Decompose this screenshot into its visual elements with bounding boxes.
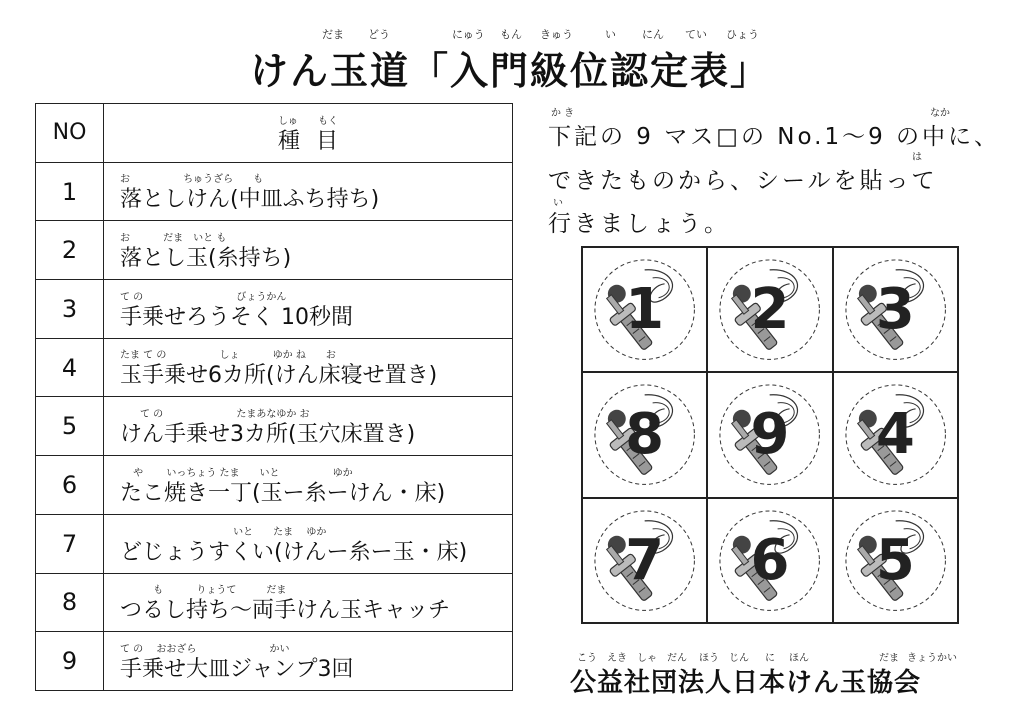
- title-ruby-2: にゅう: [452, 28, 485, 41]
- sticker-cell-number: 1: [625, 277, 665, 343]
- title-ruby-1: どう: [368, 28, 390, 41]
- sticker-cell-number: 9: [750, 402, 790, 468]
- instruction-ruby-kaki: か き: [551, 108, 575, 119]
- row-item-ruby: て の びょうかん: [120, 291, 287, 303]
- row-item-ruby: て の おおざら かい: [120, 644, 290, 655]
- title-ruby-3: もん: [500, 28, 522, 41]
- row-number: 9: [36, 632, 104, 691]
- table-header-row: [36, 104, 513, 163]
- footer-ruby-2: しゃ: [637, 653, 657, 664]
- row-item-ruby: お ちゅうざら も: [120, 174, 264, 186]
- row-number: 7: [36, 514, 104, 573]
- row-item-ruby: も りょうて だま: [120, 585, 287, 597]
- title-ruby-8: ひょう: [726, 28, 759, 41]
- sticker-cell: [833, 498, 958, 623]
- row-item-ruby: お だま いと も: [120, 233, 227, 245]
- row-item: [104, 338, 513, 397]
- footer-ruby-1: えき: [607, 653, 627, 664]
- row-item: [104, 162, 513, 221]
- row-item-text: つるし持ち〜両手けん玉キャッチ: [120, 598, 451, 624]
- instruction-line-1: 下記の 9 マス□の No.1〜9 の中に、: [548, 124, 1001, 150]
- footer-ruby-8: だま: [879, 653, 899, 664]
- sticker-cell: [707, 247, 832, 372]
- instruction-ruby-ha: は: [912, 152, 922, 163]
- sticker-cell: [582, 498, 707, 623]
- table-row: [36, 162, 513, 221]
- row-item-text: どじょうすくい(けんー糸ー玉・床): [120, 539, 468, 565]
- title-ruby-4: きゅう: [540, 28, 573, 41]
- row-number: 3: [36, 280, 104, 339]
- sticker-cell: [707, 372, 832, 497]
- header-item-ruby: しゅ もく: [278, 115, 338, 127]
- row-item-ruby: や いっちょう たま いと ゆか: [120, 467, 353, 479]
- title-ruby-6: にん: [642, 28, 664, 41]
- row-item: [104, 632, 513, 691]
- organization-name: 公益社団法人日本けん玉協会: [570, 668, 922, 698]
- row-item-text: 落としけん(中皿ふち持ち): [120, 187, 380, 213]
- header-item: [104, 104, 513, 163]
- footer-ruby-4: ほう: [699, 653, 719, 664]
- sticker-cell-number: 6: [750, 527, 790, 593]
- sticker-cell: [582, 372, 707, 497]
- row-item-text: 玉手乗せ6カ所(けん床寝せ置き): [120, 363, 438, 389]
- row-item: [104, 514, 513, 573]
- sticker-cell: [833, 247, 958, 372]
- row-number: 2: [36, 221, 104, 280]
- row-number: 1: [36, 162, 104, 221]
- row-item-text: 手乗せろうそく 10秒間: [120, 304, 353, 330]
- table-row: [36, 397, 513, 456]
- sticker-cell-number: 8: [625, 402, 665, 468]
- header-no: NO: [36, 104, 104, 163]
- row-item: [104, 397, 513, 456]
- table-row: [36, 338, 513, 397]
- row-number: 5: [36, 397, 104, 456]
- table-row: [36, 573, 513, 632]
- row-item-ruby: たま て の しょ ゆか ね お: [120, 350, 336, 362]
- row-item-text: 落とし玉(糸持ち): [120, 246, 292, 272]
- instruction-line-2: できたものから、シールを貼って: [548, 168, 938, 194]
- sticker-cell: [707, 498, 832, 623]
- row-number: 8: [36, 573, 104, 632]
- row-item: [104, 221, 513, 280]
- sticker-cell-number: 7: [625, 527, 665, 593]
- sticker-cell-number: 4: [875, 402, 915, 468]
- footer-ruby-3: だん: [667, 653, 687, 664]
- footer-ruby-9: きょうかい: [907, 653, 957, 664]
- footer-furigana: [575, 649, 975, 663]
- instruction-line-3: 行きましょう。: [548, 211, 730, 237]
- row-item-text: 手乗せ大皿ジャンプ3回: [120, 657, 354, 682]
- footer-ruby-7: ほん: [789, 653, 809, 664]
- title-ruby-5: い: [605, 28, 616, 41]
- title-ruby-0: だま: [322, 28, 344, 41]
- title-ruby-7: てい: [685, 28, 707, 41]
- sticker-grid: [581, 246, 959, 624]
- table-row: [36, 514, 513, 573]
- instruction-ruby-naka: なか: [930, 108, 950, 119]
- instruction-ruby-i: い: [553, 198, 563, 209]
- sticker-cell-number: 5: [875, 527, 915, 593]
- title-furigana: [230, 26, 790, 40]
- table-row: [36, 456, 513, 515]
- sticker-cell-number: 3: [875, 277, 915, 343]
- table-row: [36, 280, 513, 339]
- row-item: [104, 456, 513, 515]
- row-item: [104, 573, 513, 632]
- sticker-cell-number: 2: [750, 277, 790, 343]
- sticker-cell: [833, 372, 958, 497]
- row-item-ruby: いと たま ゆか: [120, 526, 327, 538]
- sticker-cell: [582, 247, 707, 372]
- level-table: [35, 103, 513, 691]
- footer-ruby-6: に: [765, 653, 775, 664]
- table-row: [36, 221, 513, 280]
- header-item-label: 種目: [277, 128, 354, 154]
- row-item-text: けん手乗せ3カ所(玉穴床置き): [120, 422, 416, 448]
- row-number: 4: [36, 338, 104, 397]
- row-item-ruby: て の たまあなゆか お: [120, 409, 310, 421]
- footer-ruby-5: じん: [729, 653, 749, 664]
- row-item: [104, 280, 513, 339]
- table-row: [36, 632, 513, 691]
- page-title: けん玉道「入門級位認定表」: [249, 49, 770, 93]
- row-number: 6: [36, 456, 104, 515]
- row-item-text: たこ焼き一丁(玉ー糸ーけん・床): [120, 480, 446, 506]
- footer-ruby-0: こう: [577, 653, 597, 664]
